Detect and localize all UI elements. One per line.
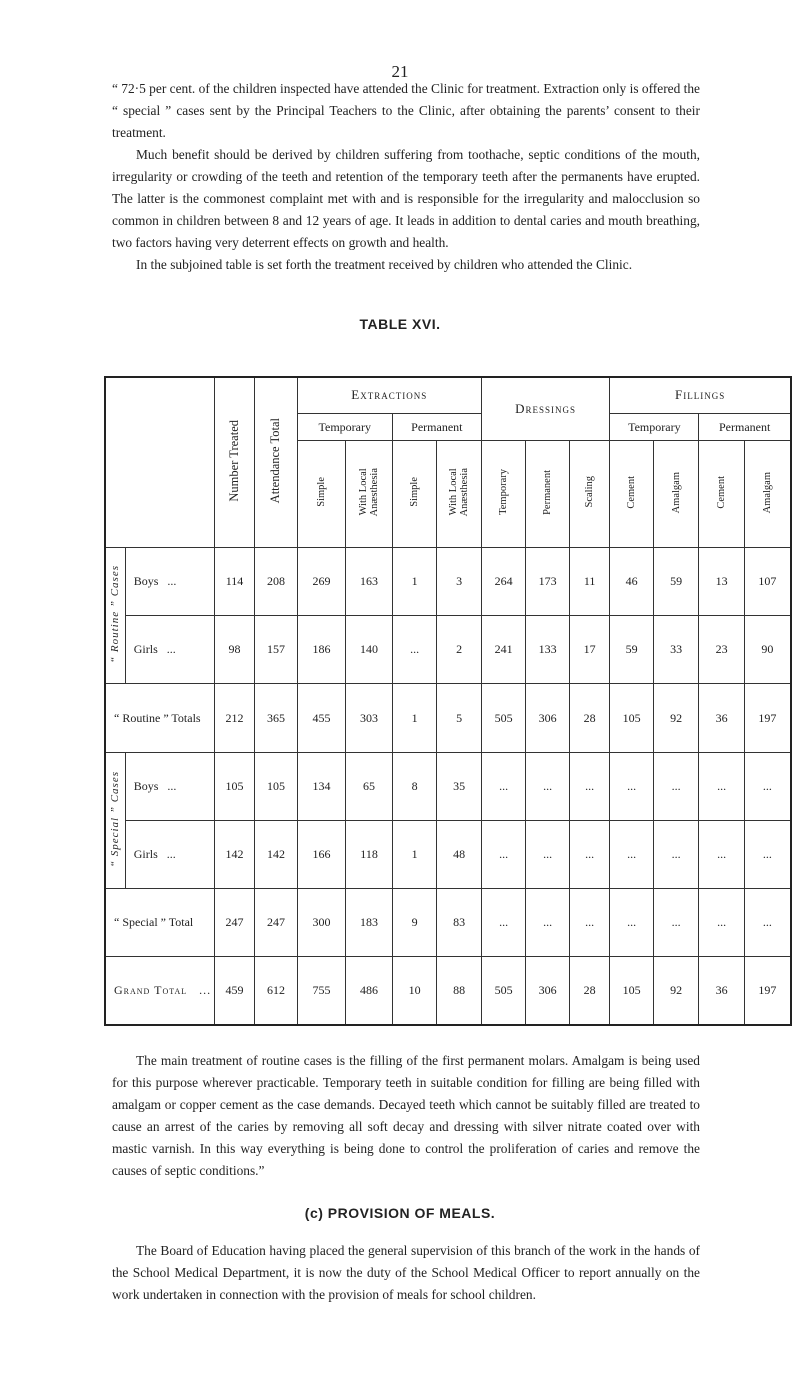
cell: 88 bbox=[437, 957, 482, 1025]
header-fill-temp-amalgam: Amalgam bbox=[653, 441, 699, 548]
cell: 8 bbox=[392, 752, 437, 820]
cell: 1 bbox=[392, 820, 437, 888]
cell: ... bbox=[699, 820, 745, 888]
paragraph-toothache: Much benefit should be derived by children suffering from toothache, septic conditions of the mouth, irregularity or crowding of the teeth and retention of the temporary teeth after the permanents have erupted. The latter is the commonest complaint met with and is responsible for the irregularity and malocclusion so common in children between 8 and 12 years of age. It leads in addition to dental caries and mouth breathing, two factors having very deterrent effects on growth and health. bbox=[112, 147, 700, 250]
header-ext-temp-local bbox=[346, 441, 393, 548]
cell: 48 bbox=[437, 820, 482, 888]
row-label: Girls ... bbox=[125, 820, 214, 888]
cell: 11 bbox=[569, 548, 609, 616]
cell: ... bbox=[392, 616, 437, 684]
table-row bbox=[105, 820, 791, 888]
cell: 173 bbox=[526, 548, 570, 616]
cell: 90 bbox=[744, 616, 791, 684]
cell: 186 bbox=[297, 616, 346, 684]
header-fillings-permanent: Permanent bbox=[699, 413, 791, 441]
cell: 105 bbox=[610, 684, 654, 752]
cell: 197 bbox=[744, 684, 791, 752]
cell: ... bbox=[699, 889, 745, 957]
cell: 197 bbox=[744, 957, 791, 1025]
header-ext-temp-simple: Simple bbox=[297, 441, 346, 548]
header-extractions-permanent: Permanent bbox=[392, 413, 481, 441]
cell: 505 bbox=[481, 684, 526, 752]
cell: 28 bbox=[569, 684, 609, 752]
cell: 2 bbox=[437, 616, 482, 684]
cell: ... bbox=[569, 820, 609, 888]
cell: ... bbox=[526, 820, 570, 888]
cell: 208 bbox=[255, 548, 297, 616]
cell: ... bbox=[481, 889, 526, 957]
row-label: “ Special ” Total bbox=[105, 889, 214, 957]
local-line-2: Anæsthesia bbox=[459, 468, 471, 517]
cell: 92 bbox=[653, 684, 699, 752]
group-special-cases: “ Special ” Cases bbox=[105, 752, 125, 888]
cell: 23 bbox=[699, 616, 745, 684]
cell: 247 bbox=[214, 889, 254, 957]
cell: 300 bbox=[297, 889, 346, 957]
cell: 59 bbox=[610, 616, 654, 684]
header-extractions: Extractions bbox=[297, 377, 481, 413]
cell: 133 bbox=[526, 616, 570, 684]
cell: 65 bbox=[346, 752, 393, 820]
intro-paragraph: “ 72·5 per cent. of the children inspected have attended the Clinic for treatment. Extraction only is offered the “ special ” cases sent by the Principal Teachers to the Clinic, after obtaining the parents’ consent to their treatment. bbox=[112, 81, 700, 140]
local-line-2: Anæsthesia bbox=[369, 468, 381, 517]
table-row-grand-total bbox=[105, 957, 791, 1025]
cell: 486 bbox=[346, 957, 393, 1025]
cell: ... bbox=[610, 889, 654, 957]
cell: 36 bbox=[699, 957, 745, 1025]
table-corner-cell bbox=[105, 377, 214, 548]
cell: ... bbox=[610, 820, 654, 888]
cell: ... bbox=[569, 889, 609, 957]
header-fill-perm-cement: Cement bbox=[699, 441, 745, 548]
header-attendance-total: Attendance Total bbox=[255, 377, 297, 548]
cell: 105 bbox=[214, 752, 254, 820]
cell: 17 bbox=[569, 616, 609, 684]
row-label: Boys ... bbox=[125, 752, 214, 820]
cell: 505 bbox=[481, 957, 526, 1025]
cell: ... bbox=[526, 752, 570, 820]
cell: 459 bbox=[214, 957, 254, 1025]
cell: 13 bbox=[699, 548, 745, 616]
table-title: TABLE XVI. bbox=[359, 316, 441, 332]
cell: 114 bbox=[214, 548, 254, 616]
cell: ... bbox=[744, 889, 791, 957]
cell: ... bbox=[653, 889, 699, 957]
cell: ... bbox=[481, 752, 526, 820]
cell: 142 bbox=[214, 820, 254, 888]
header-fill-temp-cement: Cement bbox=[610, 441, 654, 548]
header-fillings: Fillings bbox=[610, 377, 791, 413]
cell: 157 bbox=[255, 616, 297, 684]
cell: 98 bbox=[214, 616, 254, 684]
header-dress-permanent: Permanent bbox=[526, 441, 570, 548]
row-label: Boys ... bbox=[125, 548, 214, 616]
cell: 83 bbox=[437, 889, 482, 957]
cell: 612 bbox=[255, 957, 297, 1025]
table-xvi bbox=[104, 376, 792, 1026]
cell: 46 bbox=[610, 548, 654, 616]
header-ext-perm-local bbox=[437, 441, 482, 548]
row-label: “ Routine ” Totals bbox=[105, 684, 214, 752]
cell: 28 bbox=[569, 957, 609, 1025]
cell: ... bbox=[744, 752, 791, 820]
cell: 107 bbox=[744, 548, 791, 616]
cell: 306 bbox=[526, 684, 570, 752]
cell: 3 bbox=[437, 548, 482, 616]
cell: ... bbox=[526, 889, 570, 957]
row-label: Grand Total ... bbox=[105, 957, 214, 1025]
header-fill-perm-amalgam: Amalgam bbox=[744, 441, 791, 548]
cell: 134 bbox=[297, 752, 346, 820]
section-heading-meals: (c) PROVISION OF MEALS. bbox=[304, 1205, 496, 1221]
cell: 455 bbox=[297, 684, 346, 752]
cell: 264 bbox=[481, 548, 526, 616]
local-line-1: With Local bbox=[358, 468, 370, 516]
cell: ... bbox=[653, 752, 699, 820]
cell: 140 bbox=[346, 616, 393, 684]
local-line-1: With Local bbox=[448, 468, 460, 516]
cell: 35 bbox=[437, 752, 482, 820]
header-number-treated: Number Treated bbox=[214, 377, 254, 548]
cell: 306 bbox=[526, 957, 570, 1025]
cell: ... bbox=[481, 820, 526, 888]
cell: 59 bbox=[653, 548, 699, 616]
cell: 755 bbox=[297, 957, 346, 1025]
cell: 1 bbox=[392, 548, 437, 616]
cell: 105 bbox=[255, 752, 297, 820]
header-dress-scaling: Scaling bbox=[569, 441, 609, 548]
cell: 365 bbox=[255, 684, 297, 752]
cell: ... bbox=[744, 820, 791, 888]
cell: 36 bbox=[699, 684, 745, 752]
page-number: 21 bbox=[391, 62, 409, 81]
table-row bbox=[105, 752, 791, 820]
paragraph-board-of-education: The Board of Education having placed the general supervision of this branch of the work in the hands of the School Medical Department, it is now the duty of the School Medical Officer to report annually on the work undertaken in connection with the provision of meals for school children. bbox=[112, 1243, 700, 1302]
cell: ... bbox=[610, 752, 654, 820]
table-row bbox=[105, 616, 791, 684]
group-routine-cases: “ Routine ” Cases bbox=[105, 548, 125, 684]
cell: 1 bbox=[392, 684, 437, 752]
cell: 105 bbox=[610, 957, 654, 1025]
header-ext-perm-simple: Simple bbox=[392, 441, 437, 548]
header-fillings-temporary: Temporary bbox=[610, 413, 699, 441]
cell: 33 bbox=[653, 616, 699, 684]
row-label: Girls ... bbox=[125, 616, 214, 684]
cell: 247 bbox=[255, 889, 297, 957]
table-row bbox=[105, 684, 791, 752]
cell: 10 bbox=[392, 957, 437, 1025]
cell: 303 bbox=[346, 684, 393, 752]
header-dressings: Dressings bbox=[481, 377, 609, 441]
table-row bbox=[105, 889, 791, 957]
header-dress-temporary: Temporary bbox=[481, 441, 526, 548]
cell: 269 bbox=[297, 548, 346, 616]
table-row bbox=[105, 548, 791, 616]
paragraph-main-treatment: The main treatment of routine cases is the filling of the first permanent molars. Amalgam is being used for this purpose wherever practicable. Temporary teeth in suitable condition for filling are being filled with amalgam or copper cement as the case demands. Decayed teeth which cannot be suitably filled are treated to cause an arrest of the caries by removing all soft decay and dressing with silver nitrate coated over with mastic varnish. In this way everything is being done to control the proliferation of caries and remove the causes of septic conditions.” bbox=[112, 1053, 700, 1178]
cell: ... bbox=[653, 820, 699, 888]
cell: 118 bbox=[346, 820, 393, 888]
header-extractions-temporary: Temporary bbox=[297, 413, 392, 441]
cell: 142 bbox=[255, 820, 297, 888]
cell: 9 bbox=[392, 889, 437, 957]
cell: 212 bbox=[214, 684, 254, 752]
cell: 241 bbox=[481, 616, 526, 684]
cell: 183 bbox=[346, 889, 393, 957]
cell: ... bbox=[699, 752, 745, 820]
cell: 92 bbox=[653, 957, 699, 1025]
cell: ... bbox=[569, 752, 609, 820]
cell: 5 bbox=[437, 684, 482, 752]
cell: 166 bbox=[297, 820, 346, 888]
paragraph-subjoined-table: In the subjoined table is set forth the treatment received by children who attended the Clinic. bbox=[136, 257, 633, 272]
cell: 163 bbox=[346, 548, 393, 616]
